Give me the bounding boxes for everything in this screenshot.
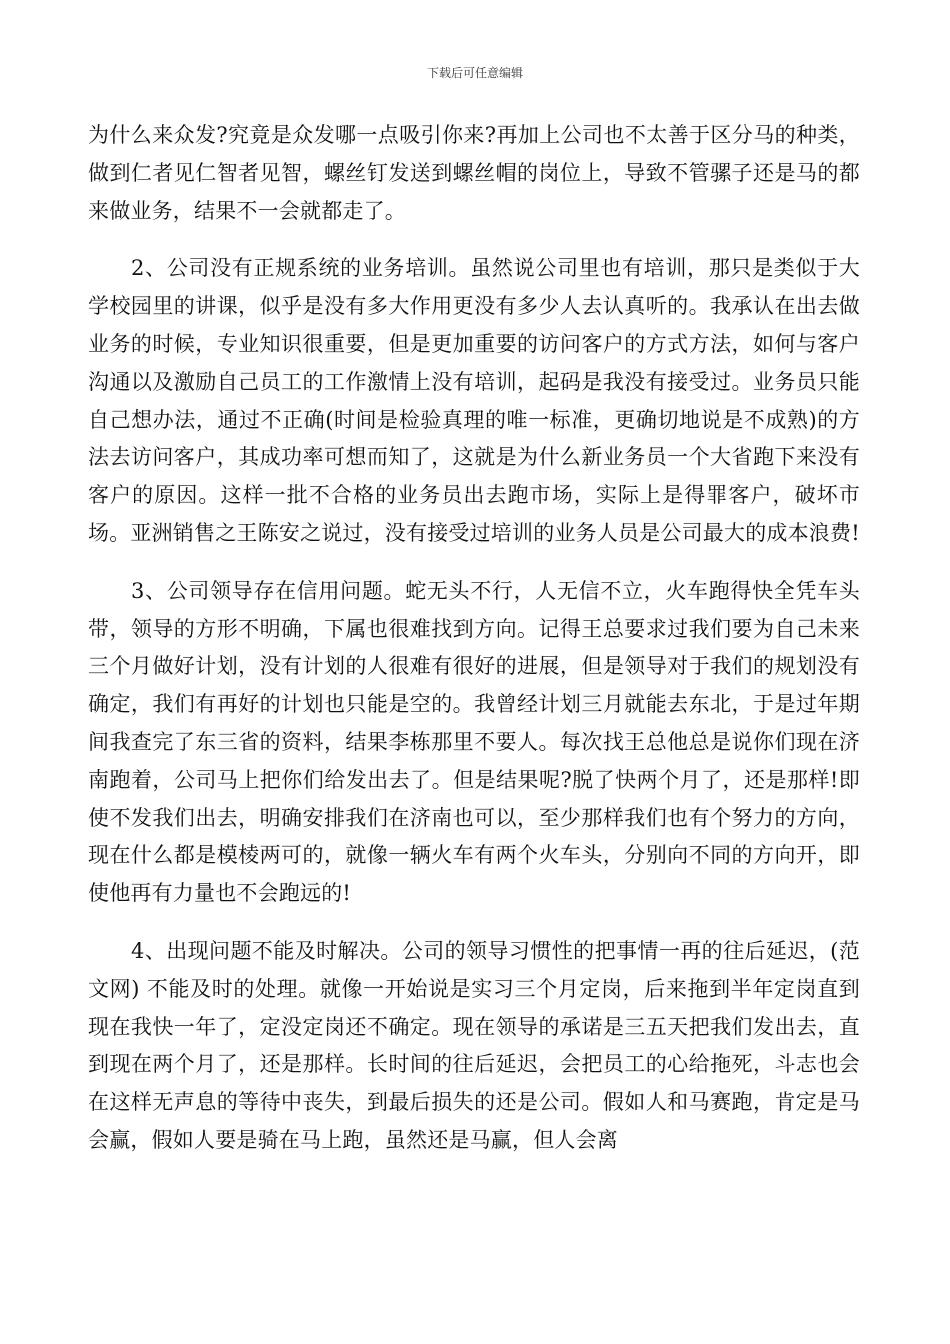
paragraph-point-3: 3、公司领导存在信用问题。蛇无头不行，人无信不立，火车跑得快全凭车头带，领导的方形不明确，下属也很难找到方向。记得王总要求过我们要为自己未来三个月做好计划，没有计划的人很难有很好的进展，但是领导对于我们的规划没有确定，我们有再好的计划也只能是空的。我曾经计划三月就能去东北，于是过年期间我查完了东三省的资料，结果李栋那里不要人。每次找王总他总是说你们现在济南跑着，公司马上把你们给发出去了。但是结果呢?脱了快两个月了，还是那样!即使不发我们出去，明确安排我们在济南也可以，至少那样我们也有个努力的方向，现在什么都是模棱两可的，就像一辆火车有两个火车头，分别向不同的方向开，即使他再有力量也不会跑远的! xyxy=(88,578,860,906)
paragraph-point-2: 2、公司没有正规系统的业务培训。虽然说公司里也有培训，那只是类似于大学校园里的讲课，似乎是没有多大作用更没有多少人去认真听的。我承认在出去做业务的时候，专业知识很重要，但是更加重要的访问客户的方式方法，如何与客户沟通以及激励自己员工的工作激情上没有培训，起码是我没有接受过。业务员只能自己想办法，通过不正确(时间是检验真理的唯一标准，更确切地说是不成熟)的方法去访问客户，其成功率可想而知了，这就是为什么新业务员一个大省跑下来没有客户的原因。这样一批不合格的业务员出去跑市场，实际上是得罪客户，破坏市场。亚洲销售之王陈安之说过，没有接受过培训的业务人员是公司最大的成本浪费! xyxy=(88,256,860,545)
document-body xyxy=(88,117,860,1180)
paragraph-point-4: 4、出现问题不能及时解决。公司的领导习惯性的把事情一再的往后延迟，(范文网) 不能及时的处理。就像一开始说是实习三个月定岗，后来拖到半年定岗直到现在我快一年了，定没定岗还不确定。现在领导的承诺是三五天把我们发出去，直到现在两个月了，还是那样。长时间的往后延迟，会把员工的心给拖死，斗志也会在这样无声息的等待中丧失，到最后损失的还是公司。假如人和马赛跑，肯定是马会赢，假如人要是骑在马上跑，虽然还是马赢，但人会离 xyxy=(88,938,860,1152)
page-header: 下载后可任意编辑 xyxy=(426,66,523,80)
paragraph-intro: 为什么来众发?究竟是众发哪一点吸引你来?再加上公司也不太善于区分马的种类，做到仁者见仁智者见智，螺丝钉发送到螺丝帽的岗位上，导致不管骡子还是马的都来做业务，结果不一会就都走了。 xyxy=(88,123,860,223)
